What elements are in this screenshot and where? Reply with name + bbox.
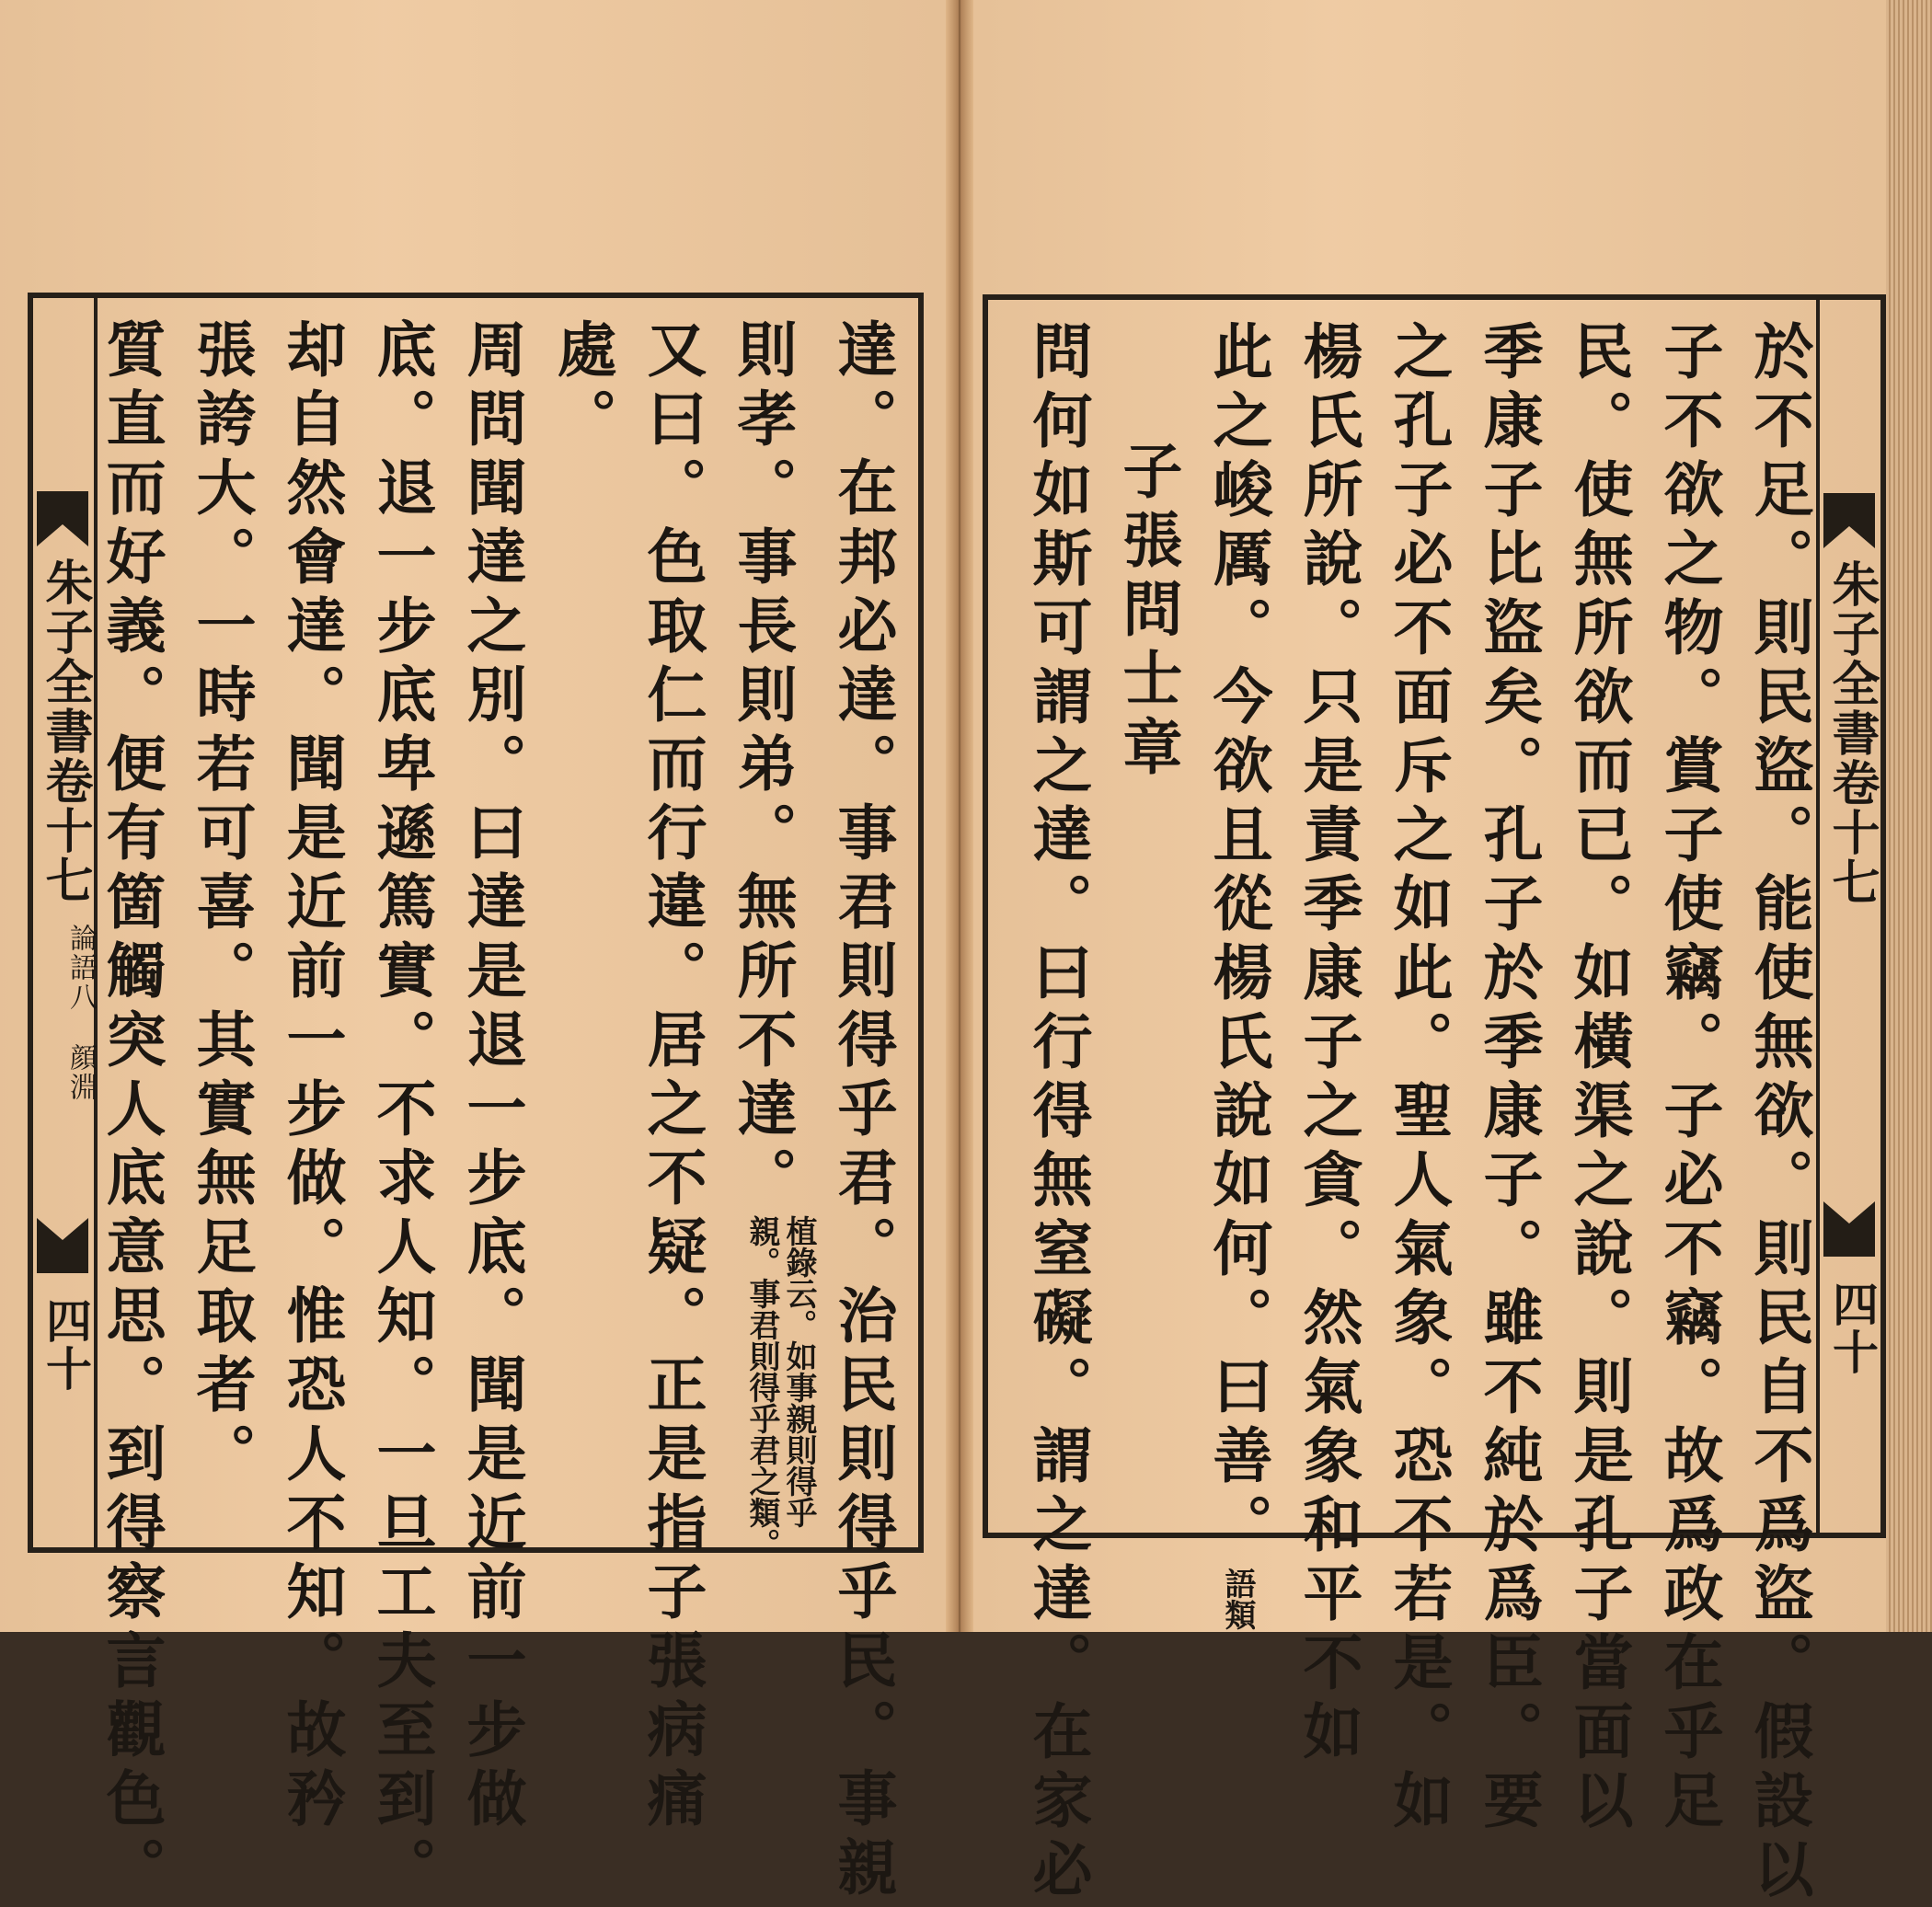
fish-tail-mark-lower bbox=[37, 1218, 88, 1273]
text-line: 問何如斯可謂之達。曰行得無窒礙。謂之達。在家必 bbox=[1022, 320, 1092, 1907]
banxin-title: 朱子全書卷十七 bbox=[1823, 559, 1880, 907]
chapter-heading-line bbox=[1102, 320, 1192, 1516]
text-line: 季康子比盜矣。孔子於季康子。雖不純於爲臣。要 bbox=[1473, 320, 1543, 1838]
text-line: 之孔子必不面斥之如此。聖人氣象。恐不若是。如 bbox=[1383, 320, 1453, 1838]
text-line: 楊氏所說。只是責季康子之貪。然氣象和平不如 bbox=[1293, 320, 1363, 1769]
banxin-chapter: 顔淵 bbox=[64, 1043, 97, 1102]
banxin-title: 朱子全書卷十七 bbox=[37, 557, 93, 905]
note-column: 親。事君則得乎君之類。 bbox=[743, 1215, 780, 1559]
text-line: 又曰。色取仁而行違。居之不疑。正是指子張病痛 bbox=[637, 318, 707, 1836]
left-text-frame bbox=[28, 293, 924, 1905]
leaf-number: 四十 bbox=[39, 1297, 93, 1393]
text-line: 質直而好義。便有箇觸突人底意思。到得察言觀色。 bbox=[96, 318, 166, 1905]
right-banxin bbox=[1816, 300, 1880, 1533]
text-line: 底。退一步底卑遜篤實。不求人知。一旦工夫至到。 bbox=[366, 318, 436, 1905]
book-gutter bbox=[946, 0, 973, 1632]
banxin-section: 論語八 bbox=[64, 924, 97, 1012]
text-line: 張誇大。一時若可喜。其實無足取者。 bbox=[186, 318, 256, 1491]
text-line: 達。在邦必達。事君則得乎君。治民則得乎民。事親 bbox=[827, 318, 897, 1905]
fish-tail-mark-upper bbox=[1823, 493, 1875, 548]
text-line: 却自然會達。聞是近前一步做。惟恐人不知。故矜 bbox=[276, 318, 346, 1836]
text-line: 子不欲之物。賞子使竊。子必不竊。故爲政在乎足 bbox=[1653, 320, 1723, 1838]
leaf-number: 四十 bbox=[1825, 1281, 1880, 1376]
fish-tail-mark-upper bbox=[37, 491, 88, 546]
text-line: 於不足。則民盜。能使無欲。則民自不爲盜。假設以 bbox=[1743, 320, 1813, 1907]
right-text-frame bbox=[983, 294, 1886, 1907]
text-line: 處。 bbox=[546, 318, 616, 456]
source-note: 語類 bbox=[1219, 1568, 1256, 1630]
left-body-text bbox=[96, 318, 907, 1905]
text-line: 則孝。事長則弟。無所不達。 bbox=[727, 318, 797, 1215]
note-column: 植錄云。如事親則得乎 bbox=[780, 1215, 817, 1528]
fish-tail-mark-lower bbox=[1823, 1201, 1875, 1257]
interlinear-note bbox=[743, 1215, 817, 1559]
chapter-heading: 子張問士章 bbox=[1112, 440, 1182, 785]
text-line: 此之峻厲。今欲且從楊氏說如何。曰善。 bbox=[1202, 320, 1272, 1562]
right-body-text bbox=[995, 320, 1823, 1907]
text-line: 民。使無所欲而已。如橫渠之說。則是孔子當面以 bbox=[1563, 320, 1633, 1838]
text-line-with-source bbox=[1192, 320, 1282, 1630]
text-line: 周問聞達之別。曰達是退一步底。聞是近前一步做 bbox=[456, 318, 526, 1836]
text-line-with-note bbox=[717, 318, 817, 1559]
page-edges bbox=[1886, 0, 1932, 1632]
